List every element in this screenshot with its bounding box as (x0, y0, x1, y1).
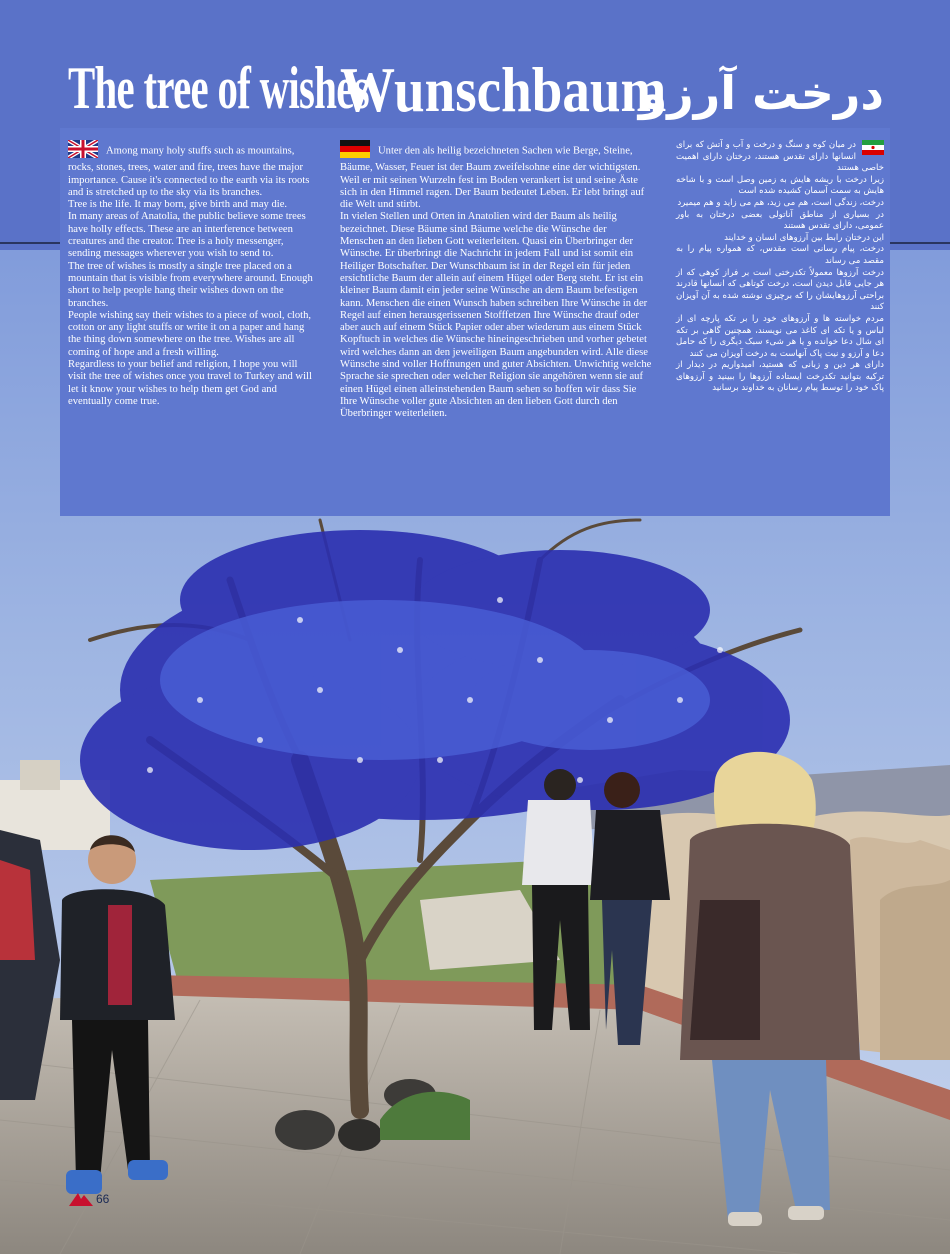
paragraph: In many areas of Anatolia, the public believe some trees have holly effects. These are an interference between creatures and the creator. Tree is a holy messenger, sending messages wherever you wish to send to. (68, 211, 306, 260)
paragraph: مردم خواسته ها و آرزوهای خود را بر تکه پارچه ای از لباس و یا تکه ای کاغذ می نویسند، همچنین گاهی بر تکه ای شال دعا خوانده و یا هر شیء سبک دیگری را که حامل دعا و آرزو و نیت پاک آنهاست به درخت آویزان می کنند (676, 313, 884, 359)
paragraph (340, 140, 652, 211)
page-number: 66 (96, 1192, 110, 1206)
paragraph: Tree is the life. It may born, give birth and may die. (68, 199, 288, 211)
paragraph: درخت، زندگی است، هم می زید، هم می زاید و هم میمیرد (677, 197, 884, 208)
left-rule (0, 242, 60, 244)
paragraph: زیرا درخت با ریشه هایش به زمین وصل است و با شاخه هایش به سمت آسمان کشیده شده است (676, 174, 884, 197)
paragraph: درخت آرزوها معمولاً تکدرختی است بر فراز کوهی که از هر جایی قابل دیدن است، درخت کوتاهی که انسانها قادرند براحتی آرزوهایشان را که برچیزی نوشته شده به آن آویزان کنند (676, 267, 884, 313)
paragraph: People wishing say their wishes to a piece of wool, cloth, cotton or any light stuffs or write it on a paper and hang the thing down somewhere on the tree. Wishes are all coming of hope and a fresh willing. (68, 309, 312, 358)
persian-column (676, 140, 884, 395)
paragraph: دارای هر دین و زبانی که هستید، امیدواریم در دیدار از ترکیه بتوانید تکدرخت ایستاده آرزوها را ببینید و آرزوهای پاک خود را توسط پیام رسانان به خداوند برسانید (676, 360, 884, 394)
paragraph (68, 140, 318, 199)
page-footer (68, 1190, 109, 1208)
iran-flag-icon (862, 140, 884, 160)
right-rule (890, 242, 950, 244)
germany-flag-icon (340, 140, 370, 162)
german-column (340, 140, 652, 421)
english-column (68, 140, 318, 408)
title-german: Wunschbaum (340, 54, 667, 125)
paragraph: در بسیاری از مناطق آناتولی بعضی درختان به باور عمومی، دارای تقدس هستند (676, 209, 884, 232)
paragraph: درخت، پیام رسانی است مقدس، که همواره پیام را به مقصد می رساند (676, 244, 884, 266)
paragraph-text: Unter den als heilig bezeichneten Sachen wie Berge, Steine, Bäume, Wasser, Feuer ist der Baum zweifelsohne eine der wichtigsten. Weil er mit seinen Wurzeln fest im Boden verankert ist und seine Äste sich in den Himmel ragen. Der Baum bedeutet Leben. Er lebt bringt auf die Welt und stirbt. (340, 145, 645, 211)
paragraph: The tree of wishes is mostly a single tree placed on a mountain that is visible from everywhere around. Enough short to help people hang their wishes down on the branches. (68, 260, 313, 309)
paragraph: این درختان رابط بین آرزوهای انسان و خدایند (724, 232, 884, 243)
paragraph-text: در میان کوه و سنگ و درخت و آب و آتش که برای انسانها دارای تقدس هستند، درختان دارای اهمیت خاصی هستند (676, 140, 884, 174)
uk-flag-icon (68, 140, 98, 162)
paragraph: In vielen Stellen und Orten in Anatolien wird der Baum als heilig bezeichnet. Diese Bäume sind Bäume welche die Wünsche der Menschen an den lieben Gott weiterleiten. Quasi ein Überbringer der Wünsche. Er überbringt die Nachricht in jedem Fall und ist somit ein Heiliger Botschafter. Der Wunschbaum ist in der Regel ein für jeden ersichtliche Baum der allein auf einem Hügel oder Berg steht. Er ist ein kleiner Baum damit ein jeder seine Wünsche an dem Baum befestigen kann. Menschen die einen Wunsch haben schreiben Ihre Wünsche in der Regel auf einen herausgerissenen Stofffetzen Ihre Wünsche drauf oder aber auch auf einem Stück Papier oder aber wiederum aus einem Stück Kopftuch in welches die Wünsche hineingeschrieben und vorher gebetet wird welches dann an den jeweiligen Baum angebunden wird. Alle diese Wünsche sind voller Hoffnungen und guter Absichten. Unwichtig welche Sprache sie sprechen oder welcher Religion sie angehören wenn sie auf einen Hügel einen alleinstehenden Baum sehen so hoffen wir dass Sie Ihre Wünsche voller gute Absichten an den lieben Gott durch den Überbringer weiterleiten. (340, 211, 652, 420)
magazine-logo-icon (68, 1191, 94, 1207)
paragraph: Regardless to your belief and religion, I hope you will visit the tree of wishes once you travel to Turkey and will let it know your wishes to help them get God and eventually come true. (68, 359, 312, 407)
title-english: The tree of wishes (68, 55, 369, 121)
title-persian: درخت آرزو (638, 66, 884, 120)
paragraph (676, 140, 884, 175)
paragraph-text: Among many holy stuffs such as mountains, rocks, stones, trees, water and fire, trees have the major importance. Cause it's connected to the earth via its roots and is stretched up to the sky via its branches. (68, 145, 310, 198)
